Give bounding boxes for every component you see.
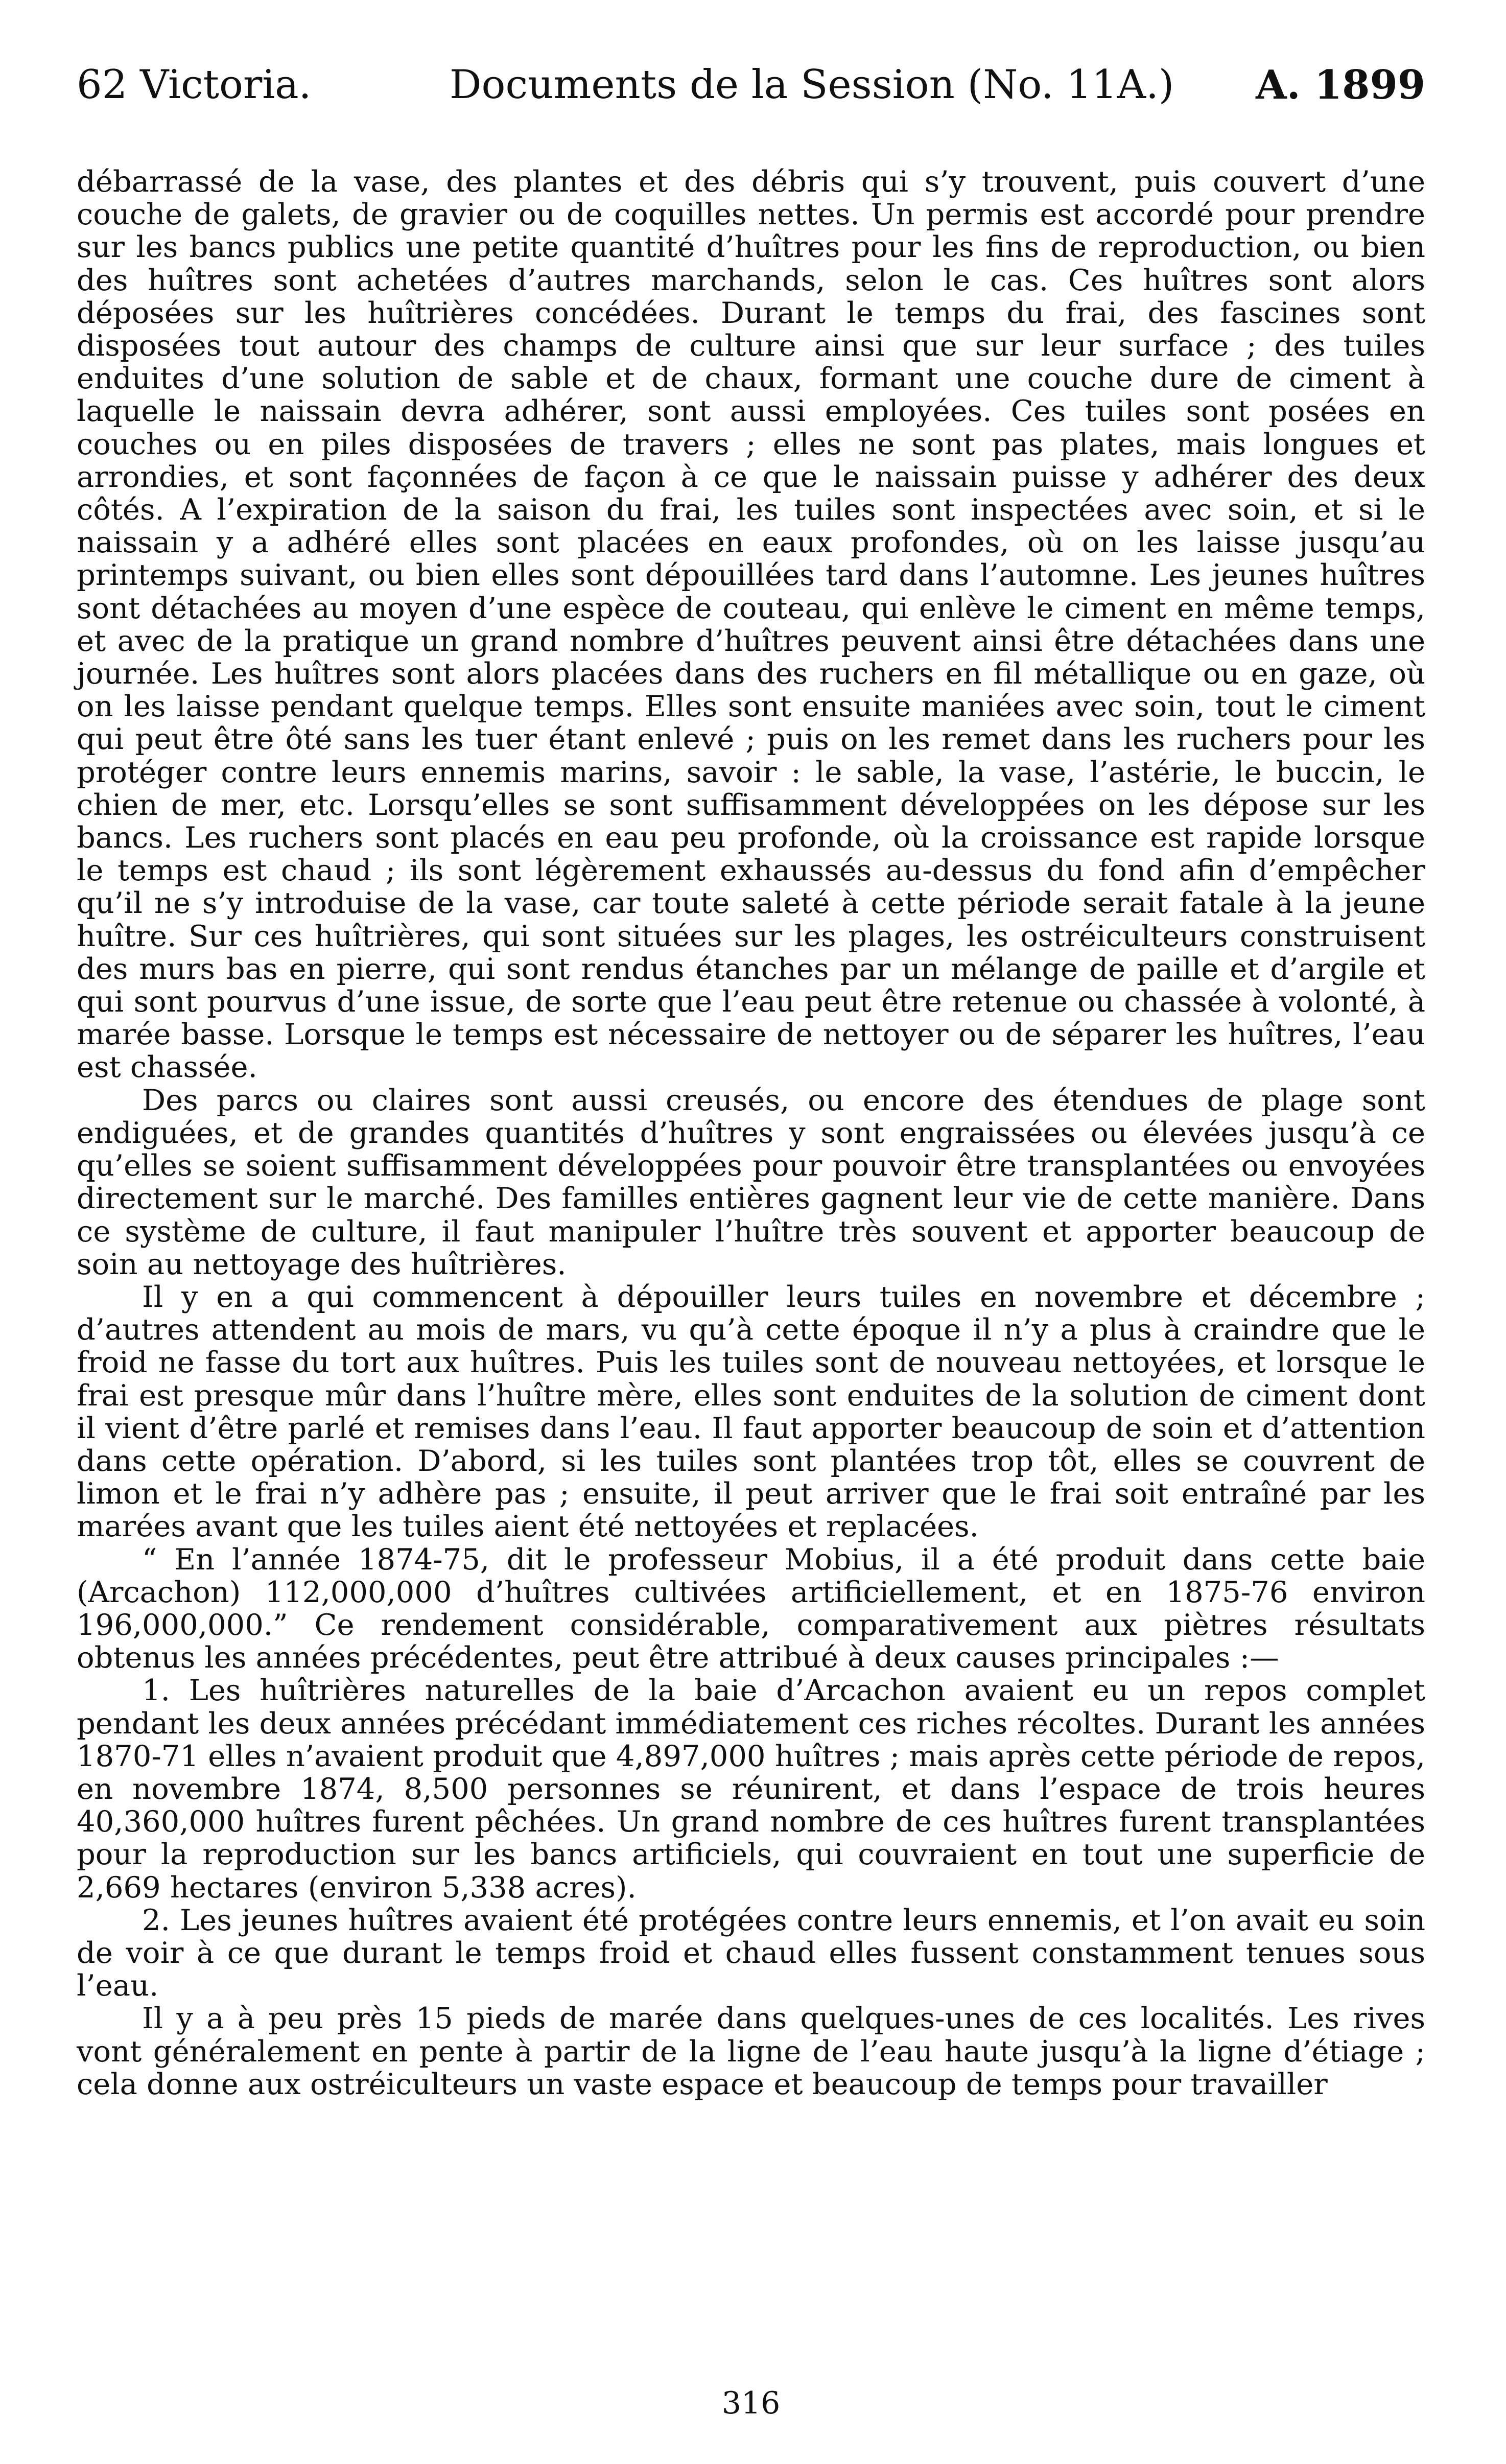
paragraph-cause-one: 1. Les huîtrières naturelles de la baie d’Arcachon avaient eu un repos complet pendant les deux années précédant immédiatement ces riches récoltes. Durant les années 1870-71 elles n’avaient produit que 4,897,000 huîtres ; mais après cette période de repos, en novembre 1874, 8,500 personnes se réunirent, et dans l’espace de trois heures 40,360,000 huîtres furent pêchées. Un grand nombre de ces huîtres furent transplantées pour la reproduction sur les bancs artificiels, qui couvraient en tout une superficie de 2,669 hectares (environ 5,338 acres).	[77, 1673, 1425, 1905]
header-title: Documents de la Session (No. 11A.)	[450, 62, 1174, 108]
paragraph-tides: Il y a à peu près 15 pieds de marée dans quelques-unes de ces localités. Les rives vont généralement en pente à partir de la ligne de l’eau haute jusqu’à la ligne d’étiage ; cela donne aux ostréiculteurs un vaste espace et beaucoup de temps pour travailler	[77, 2001, 1425, 2101]
page-number: 316	[721, 2385, 781, 2421]
paragraph-mobius-quote: “ En l’année 1874-75, dit le professeur Mobius, il a été produit dans cette baie (Arcachon) 112,000,000 d’huîtres cultivées artificiellement, et en 1875-76 environ 196,000,000.” Ce rendement considérable, comparativement aux piètres résultats obtenus les années précédentes, peut être attribué à deux causes principales :—	[77, 1542, 1425, 1675]
body-text	[77, 166, 1425, 2101]
paragraph-tile-stripping: Il y en a qui commencent à dépouiller leurs tuiles en novembre et décembre ; d’autres attendent au mois de mars, vu qu’à cette époque il n’y a plus à craindre que le froid ne fasse du tort aux huîtres. Puis les tuiles sont de nouveau nettoyées, et lorsque le frai est presque mûr dans l’huître mère, elles sont enduites de la solution de ciment dont il vient d’être parlé et remises dans l’eau. Il faut apporter beaucoup de soin et d’attention dans cette opération. D’abord, si les tuiles sont plantées trop tôt, elles se couvrent de limon et le frai n’y adhère pas ; ensuite, il peut arriver que le frai soit entraîné par les marées avant que les tuiles aient été nettoyées et replacées.	[77, 1279, 1425, 1544]
paragraph-oyster-culture: débarrassé de la vase, des plantes et des débris qui s’y trouvent, puis couvert d’une couche de galets, de gravier ou de coquilles nettes. Un permis est accordé pour prendre sur les bancs publics une petite quantité d’huîtres pour les fins de reproduction, ou bien des huîtres sont achetées d’autres marchands, selon le cas. Ces huîtres sont alors déposées sur les huîtrières concédées. Durant le temps du frai, des fascines sont disposées tout autour des champs de culture ainsi que sur leur surface ; des tuiles enduites d’une solution de sable et de chaux, formant une couche dure de ciment à laquelle le naissain devra adhérer, sont aussi employées. Ces tuiles sont posées en couches ou en piles disposées de travers ; elles ne sont pas plates, mais longues et arrondies, et sont façonnées de façon à ce que le naissain puisse y adhérer des deux côtés. A l’expiration de la saison du frai, les tuiles sont inspectées avec soin, et si le naissain y a adhéré elles sont placées en eaux profondes, où on les laisse jusqu’au printemps suivant, ou bien elles sont dépouillées tard dans l’automne. Les jeunes huîtres sont détachées au moyen d’une espèce de couteau, qui enlève le ciment en même temps, et avec de la pratique un grand nombre d’huîtres peuvent ainsi être détachées dans une journée. Les huîtres sont alors placées dans des ruchers en fil métallique ou en gaze, où on les laisse pendant quelque temps. Elles sont ensuite maniées avec soin, tout le ciment qui peut être ôté sans les tuer étant enlevé ; puis on les remet dans les ruchers pour les protéger contre leurs ennemis marins, savoir : le sable, la vase, l’astérie, le buccin, le chien de mer, etc. Lorsqu’elles se sont suffisamment développées on les dépose sur les bancs. Les ruchers sont placés en eau peu profonde, où la croissance est rapide lorsque le temps est chaud ; ils sont légèrement exhaussés au-dessus du fond afin d’empêcher qu’il ne s’y introduise de la vase, car toute saleté à cette période serait fatale à la jeune huître. Sur ces huîtrières, qui sont situées sur les plages, les ostréiculteurs construisent des murs bas en pierre, qui sont rendus étanches par un mélange de paille et d’argile et qui sont pourvus d’une issue, de sorte que l’eau peut être retenue ou chassée à volonté, à marée basse. Lorsque le temps est nécessaire de nettoyer ou de séparer les huîtres, l’eau est chassée.	[77, 165, 1425, 1085]
header-volume: 62 Victoria.	[77, 62, 312, 108]
running-header	[77, 61, 1425, 123]
paragraph-parcs-claires: Des parcs ou claires sont aussi creusés, ou encore des étendues de plage sont endiguées, et de grandes quantités d’huîtres y sont engraissées ou élevées jusqu’à ce qu’elles se soient suffisamment développées pour pouvoir être transplantées ou envoyées directement sur le marché. Des familles entières gagnent leur vie de cette manière. Dans ce système de culture, il faut manipuler l’huître très souvent et apporter beaucoup de soin au nettoyage des huîtrières.	[77, 1083, 1425, 1281]
header-year: A. 1899	[1256, 62, 1425, 108]
document-page	[77, 61, 1425, 2422]
paragraph-cause-two: 2. Les jeunes huîtres avaient été protégées contre leurs ennemis, et l’on avait eu soin de voir à ce que durant le temps froid et chaud elles fussent constamment tenues sous l’eau.	[77, 1903, 1425, 2003]
